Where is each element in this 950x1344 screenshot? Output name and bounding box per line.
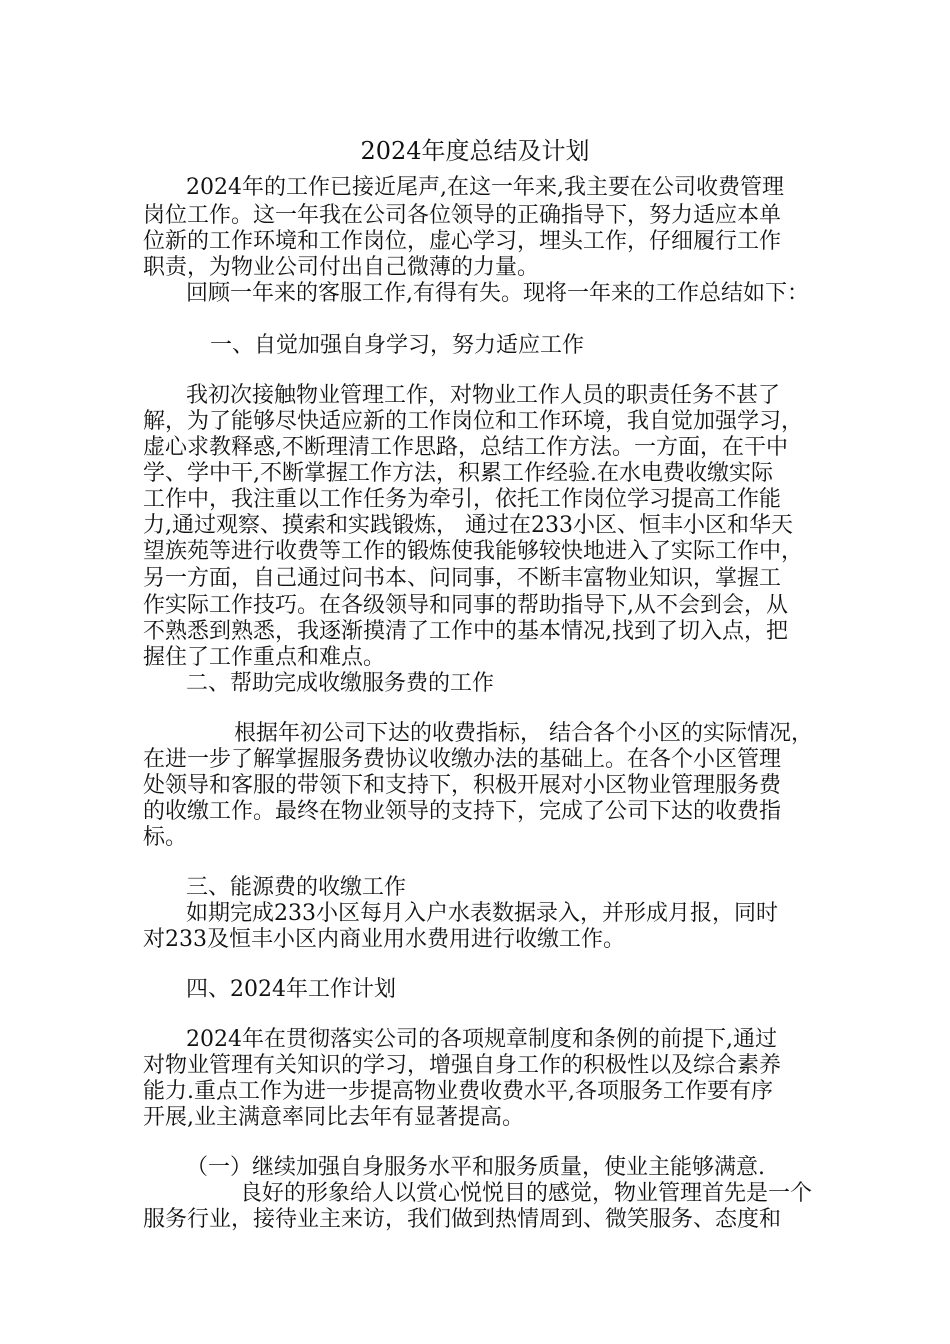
text-line: 开展,业主满意率同比去年有显著提高。 <box>143 1105 524 1130</box>
text-line: 二、帮助完成收缴服务费的工作 <box>186 671 495 696</box>
text-line: 对233及恒丰小区内商业用水费用进行收缴工作。 <box>143 927 625 952</box>
text-line: 2024年在贯彻落实公司的各项规章制度和条例的前提下,通过 <box>186 1027 777 1052</box>
text-line: 服务行业，接待业主来访，我们做到热情周到、微笑服务、态度和 <box>143 1207 782 1232</box>
text-line: 三、能源费的收缴工作 <box>186 875 407 900</box>
text-line: 我初次接触物业管理工作，对物业工作人员的职责任务不甚了 <box>186 383 781 408</box>
text-line: 力,通过观察、摸索和实践锻炼， 通过在233小区、恒丰小区和华天 <box>143 513 793 538</box>
text-line: 标。 <box>143 825 188 850</box>
text-line: 如期完成233小区每月入户水表数据录入，并形成月报，同时 <box>186 901 778 926</box>
text-line: 望族苑等进行收费等工作的锻炼使我能够较快地进入了实际工作中， <box>143 539 804 564</box>
text-line: 处领导和客服的带领下和支持下，积极开展对小区物业管理服务费 <box>143 773 782 798</box>
text-line: 一、自觉加强自身学习，努力适应工作 <box>210 333 585 358</box>
text-line: 作实际工作技巧。在各级领导和同事的帮助指导下,从不会到会，从 <box>143 593 788 618</box>
text-line: 解，为了能够尽快适应新的工作岗位和工作环境，我自觉加强学习， <box>143 409 804 434</box>
text-line: 学、学中干,不断掌握工作方法，积累工作经验.在水电费收缴实际 <box>143 461 773 486</box>
text-line: 根据年初公司下达的收费指标， 结合各个小区的实际情况， <box>234 721 813 746</box>
text-line: 位新的工作环境和工作岗位，虚心学习，埋头工作，仔细履行工作 <box>143 229 782 254</box>
text-line: 良好的形象给人以赏心悦悦目的感觉，物业管理首先是一个 <box>240 1181 813 1206</box>
text-line: 在进一步了解掌握服务费协议收缴办法的基础上。在各个小区管理 <box>143 747 782 772</box>
text-line: 2024年的工作已接近尾声,在这一年来,我主要在公司收费管理 <box>186 175 784 200</box>
text-line: 能力.重点工作为进一步提高物业费收费水平,各项服务工作要有序 <box>143 1079 773 1104</box>
text-line: 握住了工作重点和难点。 <box>143 645 386 670</box>
text-line: 回顾一年来的客服工作,有得有失。现将一年来的工作总结如下： <box>186 281 809 306</box>
text-line: 的收缴工作。最终在物业领导的支持下，完成了公司下达的收费指 <box>143 799 782 824</box>
text-line: 岗位工作。这一年我在公司各位领导的正确指导下，努力适应本单 <box>143 203 782 228</box>
text-line: 四、2024年工作计划 <box>186 977 396 1002</box>
text-line: 虚心求教释惑,不断理清工作思路，总结工作方法。一方面，在干中 <box>143 435 788 460</box>
document-title: 2024年度总结及计划 <box>360 137 590 165</box>
text-line: 对物业管理有关知识的学习，增强自身工作的积极性以及综合素养 <box>143 1053 782 1078</box>
text-line: （一）继续加强自身服务水平和服务质量，使业主能够满意. <box>186 1155 765 1180</box>
text-line: 另一方面，自己通过问书本、问同事，不断丰富物业知识，掌握工 <box>143 566 782 591</box>
text-line: 职责，为物业公司付出自己微薄的力量。 <box>143 255 540 280</box>
text-line: 不熟悉到熟悉，我逐渐摸清了工作中的基本情况,找到了切入点，把 <box>143 619 788 644</box>
text-line: 工作中，我注重以工作任务为牵引，依托工作岗位学习提高工作能 <box>143 487 782 512</box>
